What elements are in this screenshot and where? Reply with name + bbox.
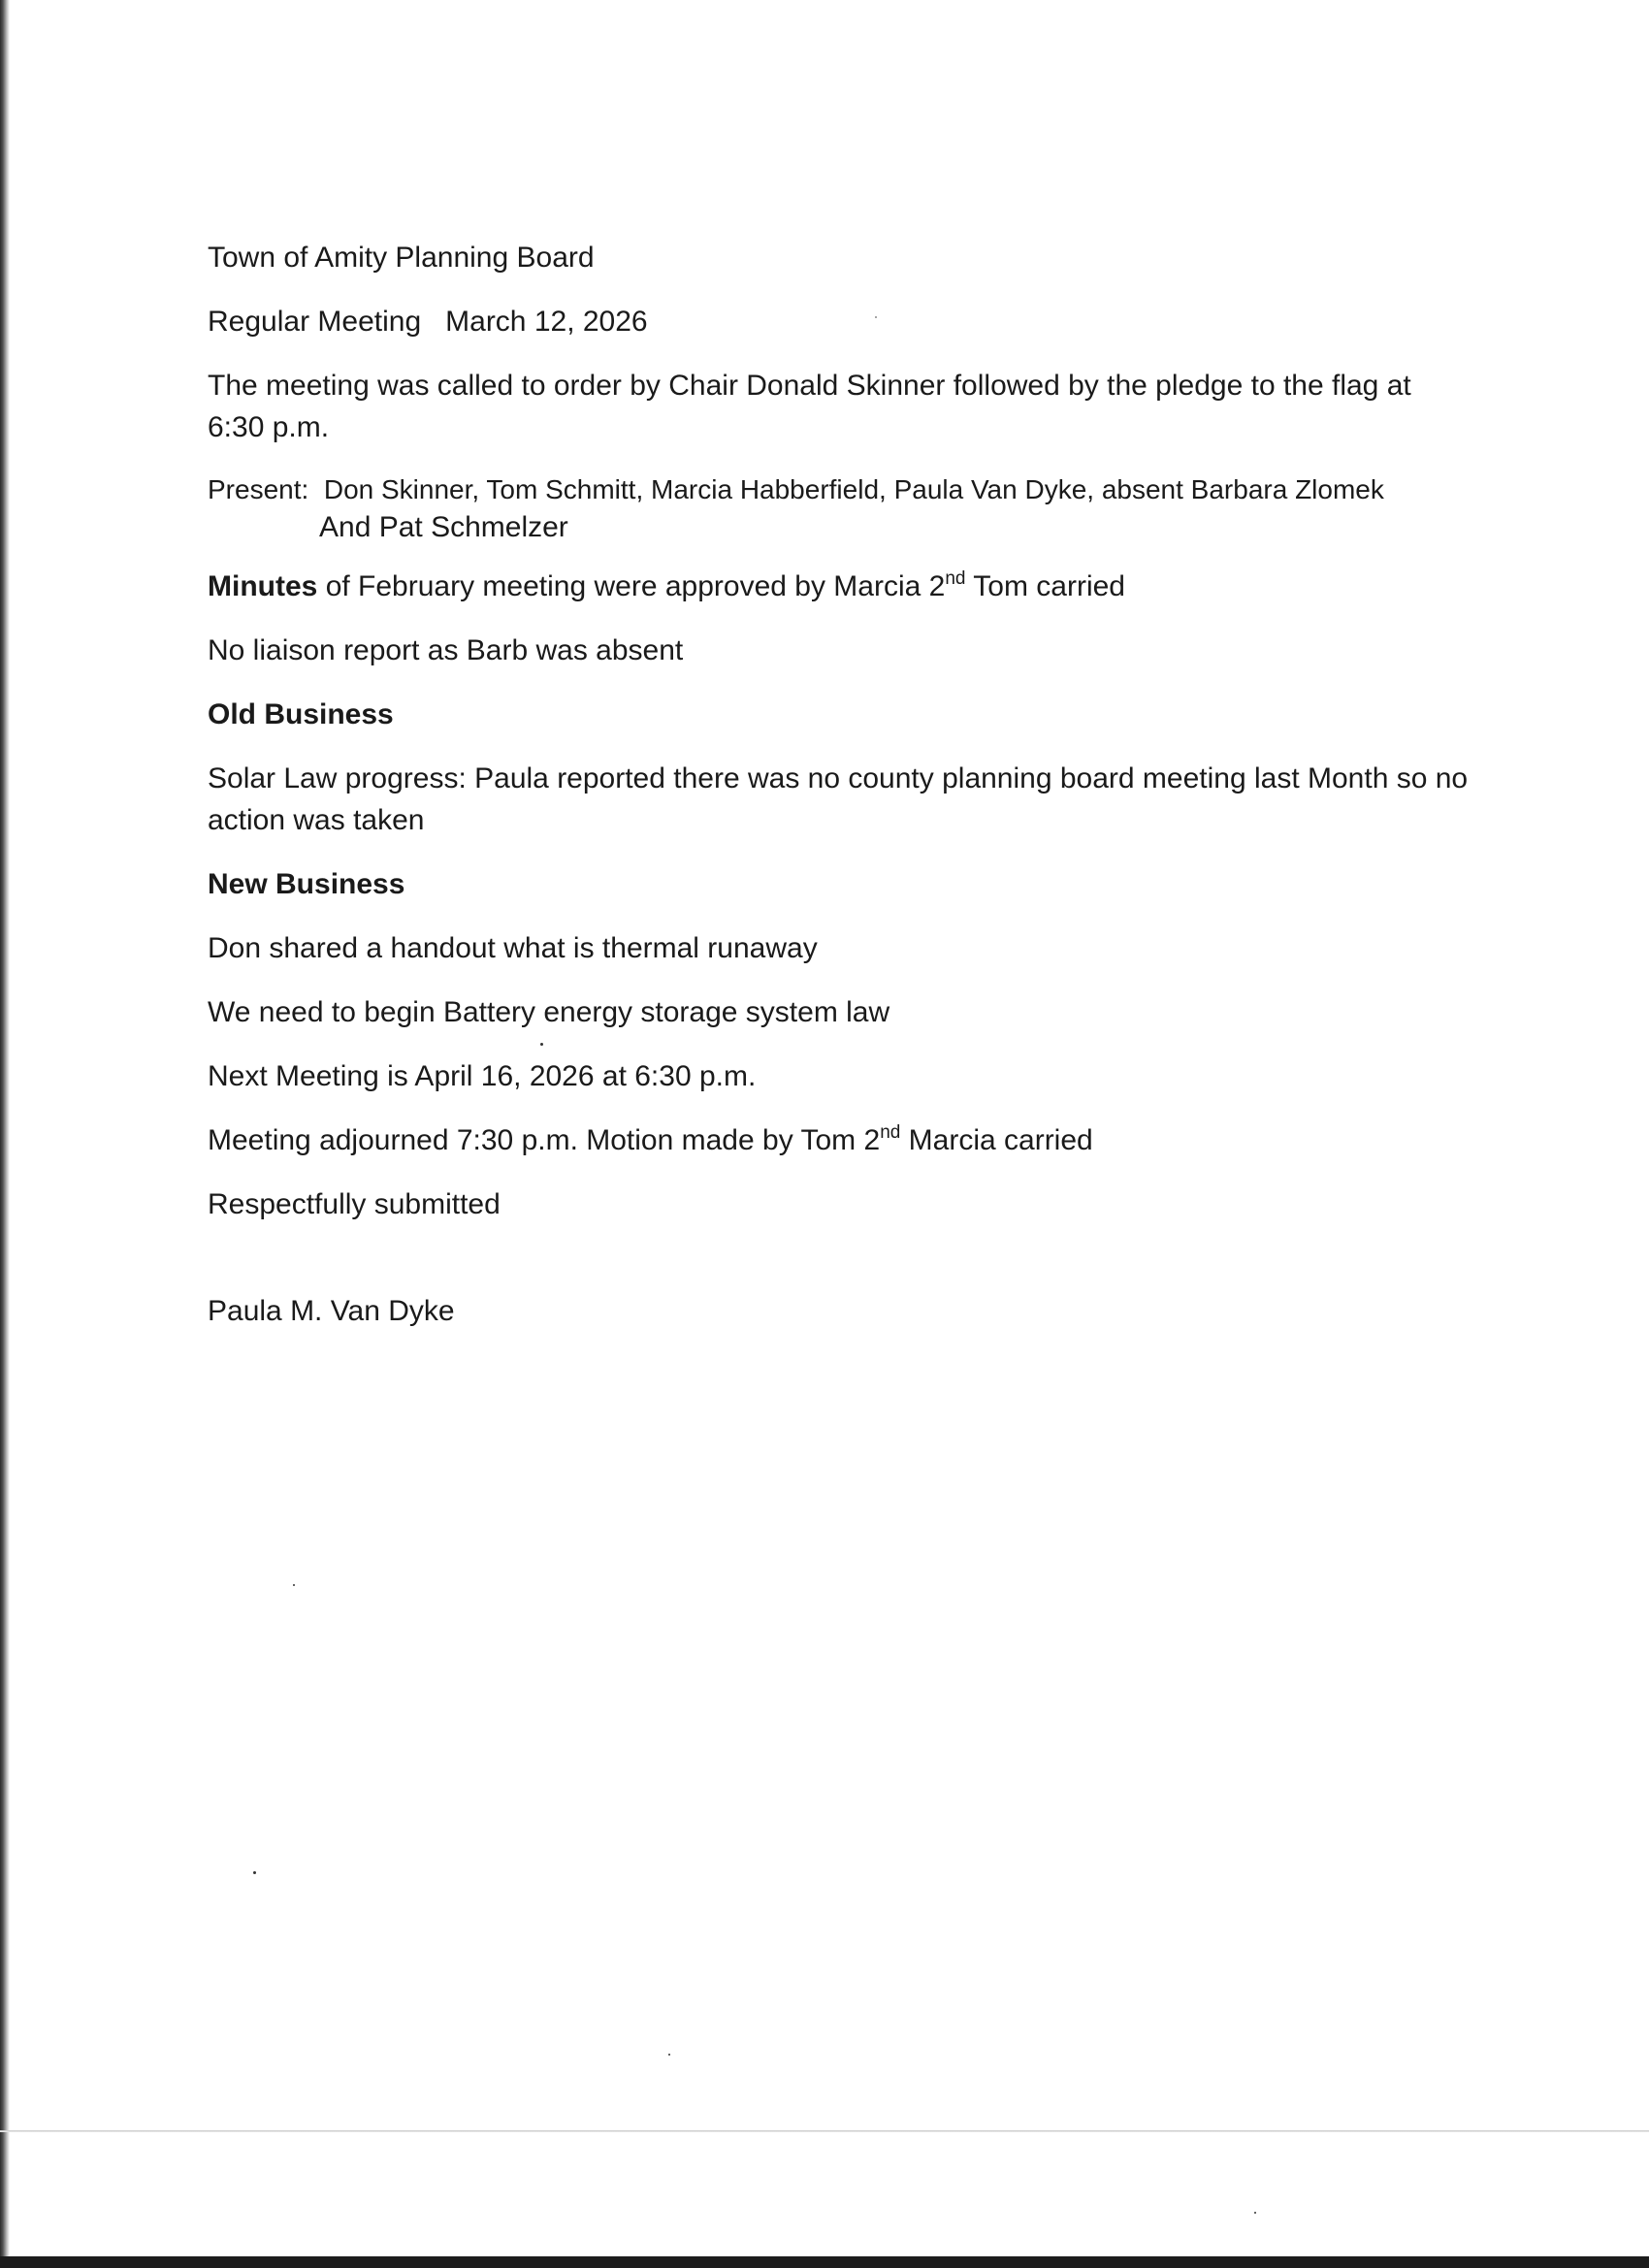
closing: Respectfully submitted bbox=[208, 1188, 501, 1220]
scan-speck bbox=[668, 2054, 670, 2056]
minutes-text-end: Tom carried bbox=[973, 570, 1125, 602]
signature-name: Paula M. Van Dyke bbox=[208, 1295, 455, 1327]
org-title: Town of Amity Planning Board bbox=[208, 242, 595, 274]
present-names: Don Skinner, Tom Schmitt, Marcia Habberfield, Paula Van Dyke, absent Barbara Zlomek bbox=[323, 474, 1384, 504]
minutes-ordinal: nd bbox=[945, 568, 966, 589]
meeting-type: Regular Meeting bbox=[208, 306, 422, 338]
adjourn-ordinal: nd bbox=[880, 1122, 901, 1143]
attendance-line-2: And Pat Schmelzer bbox=[319, 511, 568, 543]
signature-gap bbox=[208, 1247, 1469, 1290]
scan-speck bbox=[1254, 2212, 1256, 2214]
adjourn-text: Meeting adjourned 7:30 p.m. Motion made by Tom 2 bbox=[208, 1124, 881, 1156]
handout-item: Don shared a handout what is thermal runaway bbox=[208, 932, 818, 964]
meeting-date: March 12, 2026 bbox=[445, 306, 648, 338]
attendance-line-1 bbox=[208, 470, 1469, 508]
adjournment bbox=[208, 1119, 1469, 1161]
next-meeting: Next Meeting is April 16, 2026 at 6:30 p.m. bbox=[208, 1060, 757, 1092]
present-label: Present: bbox=[208, 474, 309, 504]
old-business-heading: Old Business bbox=[208, 698, 394, 730]
solar-law-progress: Solar Law progress: Paula reported there was no county planning board meeting last Month so no action was taken bbox=[208, 762, 1469, 836]
minutes-approval bbox=[208, 566, 1469, 607]
paper-fold-line bbox=[0, 2130, 1649, 2132]
scan-speck bbox=[253, 1871, 256, 1874]
meeting-minutes-document bbox=[208, 237, 1469, 1354]
liaison-report: No liaison report as Barb was absent bbox=[208, 634, 684, 666]
adjourn-text-end: Marcia carried bbox=[908, 1124, 1093, 1156]
minutes-text: of February meeting were approved by Marcia 2 bbox=[325, 570, 946, 602]
scan-edge-left bbox=[0, 0, 10, 2268]
call-to-order: The meeting was called to order by Chair Donald Skinner followed by the pledge to the flag at 6:30 p.m. bbox=[208, 370, 1411, 443]
battery-law-item: We need to begin Battery energy storage system law bbox=[208, 996, 890, 1028]
minutes-label: Minutes bbox=[208, 570, 318, 602]
meeting-heading bbox=[208, 301, 1469, 342]
new-business-heading: New Business bbox=[208, 868, 405, 900]
scan-speck bbox=[293, 1584, 295, 1586]
attendance bbox=[208, 470, 1469, 546]
scan-edge-bottom bbox=[0, 2256, 1649, 2268]
